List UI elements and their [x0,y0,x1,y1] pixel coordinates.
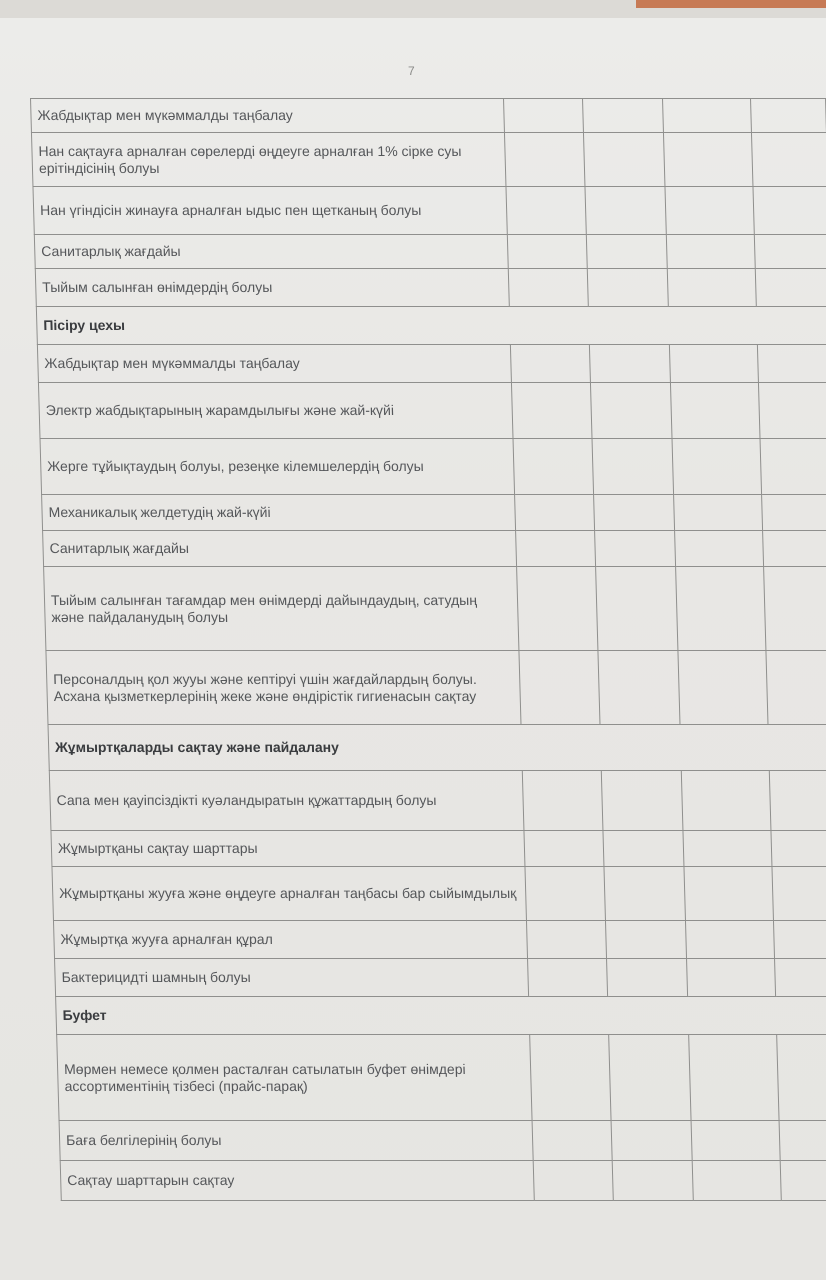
mark-cell[interactable] [598,651,680,725]
criterion-cell: Механикалық желдетудің жай-күйі [42,495,516,531]
mark-cell[interactable] [592,439,673,495]
mark-cell[interactable] [609,1035,691,1121]
mark-cell[interactable] [771,831,826,867]
mark-cell[interactable] [590,345,671,383]
mark-cell[interactable] [515,531,596,567]
section-row [36,307,826,345]
mark-cell[interactable] [519,651,601,725]
criterion-cell: Тыйым салынған тағамдар мен өнімдерді дайындаудың, сатудың және пайдаланудың болуы [44,567,519,651]
criterion-cell: Нан сақтауға арналған сөрелерді өңдеуге арналған 1% сірке суы ерітіндісінің болуы [31,133,505,187]
mark-cell[interactable] [506,187,587,235]
table-row [42,495,826,531]
criterion-cell: Жабдықтар мен мүкәммалды таңбалау [31,99,505,133]
table-row [52,867,826,921]
mark-cell[interactable] [510,345,591,383]
mark-cell[interactable] [514,495,595,531]
mark-cell[interactable] [587,235,667,269]
mark-cell[interactable] [585,187,666,235]
checklist-body [31,99,826,1201]
mark-cell[interactable] [507,235,587,269]
table-row [49,771,826,831]
criterion-cell: Персоналдың қол жууы және кептіруі үшін жағдайлардың болуы. Асхана қызметкерлерінің жеке және өндірістік гигиенасын сақтау [46,651,521,725]
table-row [55,959,826,997]
mark-cell[interactable] [504,133,585,187]
mark-cell[interactable] [594,495,675,531]
table-row [34,235,826,269]
mark-cell[interactable] [525,867,606,921]
mark-cell[interactable] [672,439,762,495]
table-row [40,439,826,495]
mark-cell[interactable] [591,383,672,439]
criterion-cell: Жұмыртқа жууға арналған құрал [53,921,527,959]
mark-cell[interactable] [760,439,826,495]
mark-cell[interactable] [529,1035,611,1121]
mark-cell[interactable] [606,921,687,959]
mark-cell[interactable] [772,867,826,921]
mark-cell[interactable] [584,133,665,187]
criterion-cell: Санитарлық жағдайы [43,531,517,567]
table-row [44,567,826,651]
mark-cell[interactable] [779,1121,826,1161]
table-row [53,921,826,959]
mark-cell[interactable] [688,1035,778,1121]
mark-cell[interactable] [678,651,768,725]
table-row [60,1161,826,1201]
table-row [46,651,826,725]
mark-cell[interactable] [532,1121,613,1161]
mark-cell[interactable] [762,531,826,567]
mark-cell[interactable] [755,269,826,307]
mark-cell[interactable] [684,867,774,921]
mark-cell[interactable] [763,567,826,651]
mark-cell[interactable] [683,831,772,867]
section-row [48,725,826,771]
section-title: Жұмыртқаларды сақтау және пайдалану [48,725,826,771]
mark-cell[interactable] [503,99,583,133]
mark-cell[interactable] [522,771,603,831]
mark-cell[interactable] [607,959,688,997]
criterion-cell: Жабдықтар мен мүкәммалды таңбалау [37,345,511,383]
mark-cell[interactable] [769,771,826,831]
section-row [56,997,826,1035]
mark-cell[interactable] [669,345,758,383]
mark-cell[interactable] [766,651,826,725]
mark-cell[interactable] [685,921,774,959]
mark-cell[interactable] [692,1161,781,1201]
mark-cell[interactable] [666,235,755,269]
mark-cell[interactable] [612,1161,693,1201]
mark-cell[interactable] [757,345,826,383]
mark-cell[interactable] [516,567,598,651]
criterion-cell: Баға белгілерінің болуы [59,1121,533,1161]
mark-cell[interactable] [524,831,605,867]
mark-cell[interactable] [604,867,685,921]
mark-cell[interactable] [611,1121,692,1161]
criterion-cell: Нан үгіндісін жинауға арналған ыдыс пен щетканың болуы [33,187,507,235]
mark-cell[interactable] [774,959,826,997]
mark-cell[interactable] [526,921,607,959]
mark-cell[interactable] [511,383,592,439]
mark-cell[interactable] [681,771,771,831]
mark-cell[interactable] [750,99,826,133]
mark-cell[interactable] [663,133,753,187]
mark-cell[interactable] [665,187,754,235]
mark-cell[interactable] [776,1035,826,1121]
criterion-cell: Санитарлық жағдайы [34,235,508,269]
table-row [31,133,826,187]
mark-cell[interactable] [691,1121,780,1161]
mark-cell[interactable] [508,269,589,307]
table-row [31,99,826,133]
mark-cell[interactable] [595,531,676,567]
mark-cell[interactable] [674,531,763,567]
table-row [59,1121,826,1161]
criterion-cell: Тыйым салынған өнімдердің болуы [35,269,509,307]
mark-cell[interactable] [667,269,756,307]
mark-cell[interactable] [513,439,594,495]
mark-cell[interactable] [603,831,684,867]
page-number: 7 [408,64,415,78]
criterion-cell: Бактерицидті шамның болуы [55,959,529,997]
mark-cell[interactable] [583,99,663,133]
mark-cell[interactable] [675,567,765,651]
mark-cell[interactable] [758,383,826,439]
mark-cell[interactable] [754,235,826,269]
table-row [43,531,826,567]
mark-cell[interactable] [601,771,682,831]
table-row [37,345,826,383]
table-row [35,269,826,307]
criterion-cell: Жерге тұйықтаудың болуы, резеңке кілемшелердің болуы [40,439,514,495]
mark-cell[interactable] [773,921,826,959]
criterion-cell: Жұмыртқаны сақтау шарттары [51,831,525,867]
criterion-cell: Жұмыртқаны жууға және өңдеуге арналған таңбасы бар сыйымдылық [52,867,526,921]
criterion-cell: Электр жабдықтарының жарамдылығы және жай-күйі [38,383,512,439]
mark-cell[interactable] [662,99,751,133]
mark-cell[interactable] [527,959,608,997]
mark-cell[interactable] [587,269,668,307]
table-row [57,1035,826,1121]
mark-cell[interactable] [673,495,762,531]
mark-cell[interactable] [533,1161,614,1201]
mark-cell[interactable] [753,187,826,235]
mark-cell[interactable] [751,133,826,187]
criterion-cell: Мөрмен немесе қолмен расталған сатылатын буфет өнімдері ассортиментінің тізбесі (прайс-парақ) [57,1035,532,1121]
criterion-cell: Сақтау шарттарын сақтау [60,1161,534,1201]
table-row [51,831,826,867]
checklist-table [30,98,826,1201]
section-title: Буфет [56,997,826,1035]
table-row [33,187,826,235]
criterion-cell: Сапа мен қауіпсіздікті куәландыратын құжаттардың болуы [49,771,523,831]
mark-cell[interactable] [780,1161,826,1201]
mark-cell[interactable] [670,383,760,439]
table-row [38,383,826,439]
section-title: Пісіру цехы [36,307,826,345]
mark-cell[interactable] [686,959,775,997]
mark-cell[interactable] [596,567,678,651]
mark-cell[interactable] [761,495,826,531]
corner-accent [636,0,826,8]
